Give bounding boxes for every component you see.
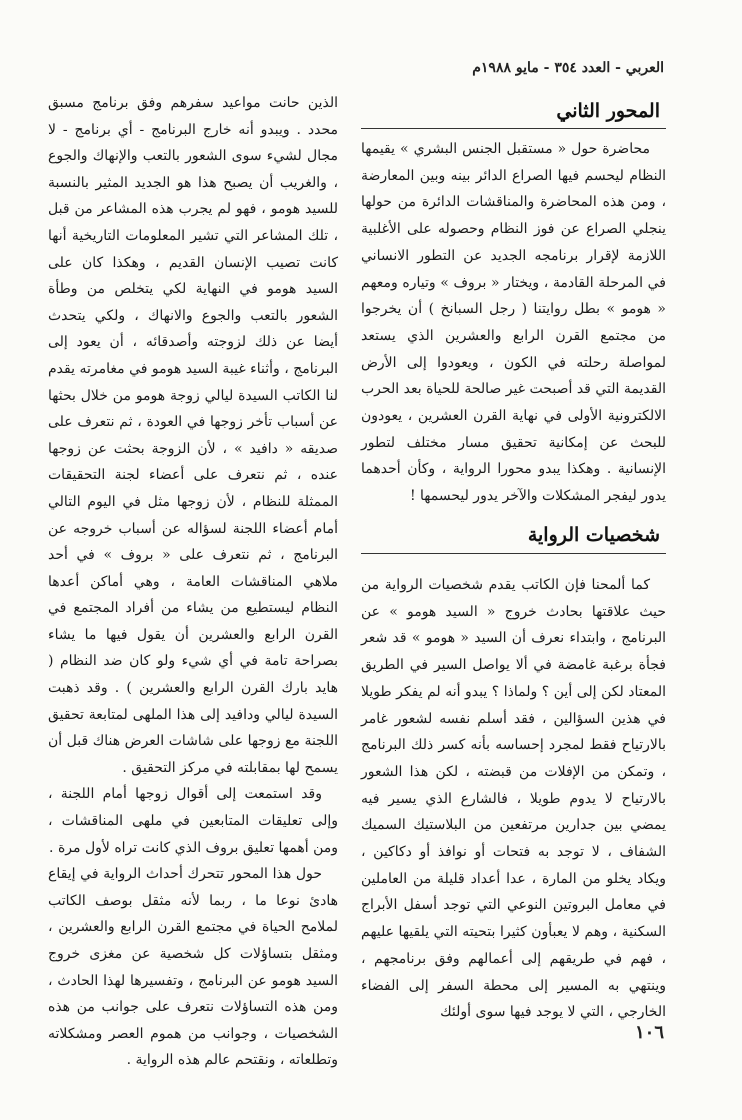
paragraph: حول هذا المحور تتحرك أحداث الرواية في إيقاع هادئ نوعا ما ، ربما لأنه مثقل بوصف الكاتب لملامح الحياة في مجتمع القرن الرابع والعشرين ، ومثقل بتساؤلات كل شخصية عن مغزى خروج السيد هومو عن البرنامج ، وتفسيرها لهذا الحادث ، ومن هذه التساؤلات نتعرف على جوانب من هذه الشخصيات ، وجوانب من هموم العصر ومشكلاته وتطلعاته ، ونقتحم عالم هذه الرواية . (48, 866, 338, 1069)
page-number: ١٠٦ (634, 1022, 664, 1043)
section-heading-characters: شخصيات الرواية (527, 524, 660, 546)
heading-underline (361, 553, 666, 554)
paragraph: الذين حانت مواعيد سفرهم وفق برنامج مسبق محدد . ويبدو أنه خارج البرنامج - أي برنامج - لا مجال لشيء سوى الشعور بالتعب والإنهاك والجوع ، والغريب أن يصبح هذا هو الجديد المثير بالنسبة للسيد هومو ، فهو لم يجرب هذه المشاعر من قبل ، تلك المشاعر التي تشير المعلومات التاريخية أنها كانت تصيب الإنسان القديم ، وهكذا كان على السيد هومو في النهاية لكي يتخلص من وطأة الشعور بالتعب والجوع والانهاك ، ولكي يتحدث أيضا عن ذلك لزوجته وأصدقائه ، أن يعود إلى البرنامج ، وأثناء غيبة السيد هومو في مغامرته يقدم لنا الكاتب السيدة ليالي زوجة هومو من خلال بحثها عن أسباب تأخر زوجها في العودة ، ثم نتعرف على صديقه « دافيد » ، لأن الزوجة بحثت عن زوجها عنده ، ثم نتعرف على أعضاء لجنة التحقيقات الممثلة للنظام ، لأن زوجها مثل في اليوم التالي أمام أعضاء اللجنة لسؤاله عن أسباب خروجه عن البرنامج ، ثم نتعرف على « بروف » في أحد ملاهي المناقشات العامة ، وهي أماكن أعدها النظام ليستطيع من يشاء من أفراد المجتمع في القرن الرابع والعشرين أن يقول فيها ما يشاء بصراحة تامة في أي شيء ولو كان ضد النظام ( هايد بارك القرن الرابع والعشرين ) . وقد ذهبت السيدة ليالي ودافيد إلى هذا الملهى لمتابعة تحقيق اللجنة مع زوجها على شاشات العرض هناك قبل أن يسمح لها بمقابلته في مركز التحقيق . (48, 95, 338, 776)
continued-column (48, 90, 338, 1074)
running-header: العربي - العدد ٣٥٤ - مايو ١٩٨٨م (472, 60, 664, 76)
paragraph: كما ألمحنا فإن الكاتب يقدم شخصيات الرواية من حيث علاقتها بحادث خروج « السيد هومو » عن البرنامج ، وابتداء نعرف أن السيد « هومو » قد شعر فجأة برغبة غامضة في ألا يواصل السير في الطريق المعتاد لكن إلى أين ؟ ولماذا ؟ يبدو أنه لم يفكر طويلا في هذين السؤالين ، فقد أسلم نفسه لشعور غامر بالارتياح فقط لمجرد إحساسه بأنه كسر ذلك البرنامج ، وتمكن من الإفلات من قبضته ، لكن هذا الشعور بالارتياح لا يدوم طويلا ، فالشارع الذي يسير فيه يمضي بين جدارين مرتفعين من البلاستيك السميك الشفاف ، لا توجد به فتحات أو نوافذ أو دكاكين ، ويكاد يخلو من المارة ، عدا أعداد قليلة من العاملين في معامل البروتين النوعي التي توجد أسفل الأبراج السكنية ، وهم لا يعبأون كثيرا بتحيته التي يلقيها عليهم ، فهم في طريقهم إلى أعمالهم وفق برنامجهم ، وينتهي به المسير إلى محطة السفر إلى الفضاء الخارجي ، التي لا يوجد فيها سوى أولئك (361, 577, 666, 1021)
characters-body (361, 572, 666, 1026)
paragraph: محاضرة حول « مستقبل الجنس البشري » يقيمها النظام ليحسم فيها الصراع الدائر بينه وبين المعارضة ، ومن هذه المحاضرة والمناقشات الدائرة من حولها ينجلي الصراع عن فوز النظام وحصوله على الأغلبية اللازمة لإقرار برنامجه الجديد عن التطور الانساني في المرحلة القادمة ، ويختار « بروف » وتياره ومعهم « هومو » بطل روايتنا ( رجل السبانخ ) أن يخرجوا من مجتمع القرن الرابع والعشرين الذي يستعد لمواصلة رحلته في الكون ، ويعودوا إلى الأرض القديمة التي قد أصبحت غير صالحة للحياة بعد الحرب الالكترونية الأولى في نهاية القرن العشرين ، يعودون للبحث عن إمكانية تحقيق مسار مختلف لتطور الإنسانية . وهكذا يبدو محورا الرواية ، وكأن أحدهما يدور ليفجر المشكلات والآخر يدور ليحسمها ! (361, 141, 666, 505)
axis-two-body (361, 136, 666, 510)
section-heading-axis-two: المحور الثاني (556, 100, 660, 122)
paragraph: وقد استمعت إلى أقوال زوجها أمام اللجنة ، وإلى تعليقات المتابعين في ملهى المناقشات ، ومن أهمها تعليق بروف الذي كانت تراه لأول مرة . (48, 786, 338, 856)
heading-underline (361, 128, 666, 129)
